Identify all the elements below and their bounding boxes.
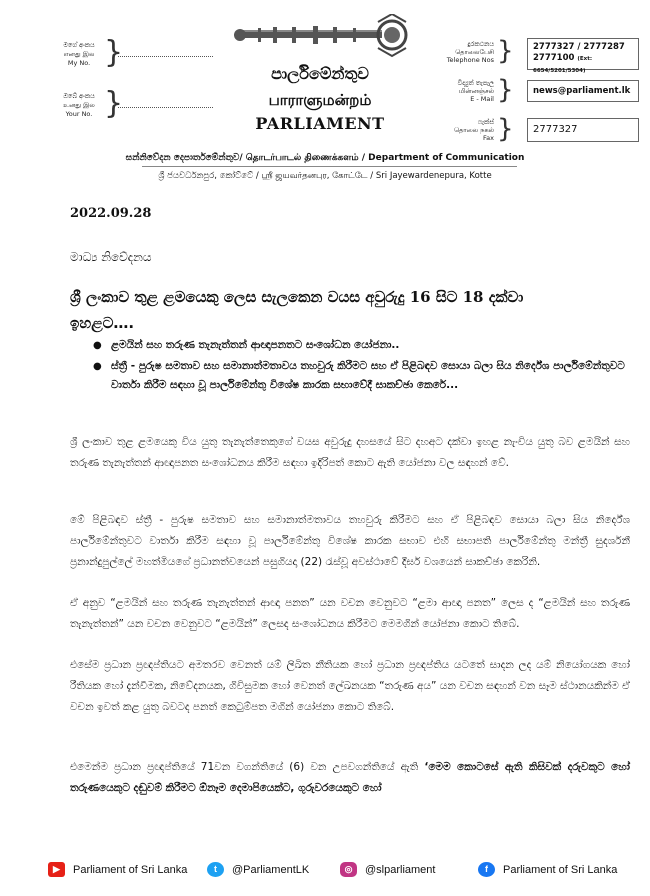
facebook-handle[interactable]: Parliament of Sri Lanka — [503, 863, 618, 876]
email-value[interactable]: news@parliament.lk — [533, 86, 631, 96]
brace-icon: } — [104, 86, 124, 121]
parliament-name-tamil: பாராளுமன்றம் — [268, 91, 372, 109]
fax-value: 2777327 — [533, 124, 578, 135]
bullet-text: ළමයින් සහ තරුණ තැනැත්තන් ආඥාපනතට සංශෝධන යෝජනා.. — [111, 339, 400, 351]
headline-part-b: දක්වා — [483, 288, 524, 306]
parliament-name-english: PARLIAMENT — [255, 114, 385, 133]
address-sep-1: / — [255, 171, 259, 181]
instagram-handle[interactable]: @slparliament — [365, 863, 436, 876]
paragraph-text: එමෙන්ම ප්‍රධාන ප්‍රඥප්තියේ 71වන වගන්තියේ (6) වන උපවගන්තියේ ඇති — [70, 761, 425, 773]
headline — [70, 284, 630, 336]
youtube-icon: ▶ — [48, 862, 65, 877]
facebook-icon: f — [478, 862, 495, 877]
telephone-ext: (Ext: 6654/5201/5304) — [533, 56, 593, 74]
bullet-dot-icon: ● — [93, 361, 102, 372]
brace-icon: } — [497, 75, 514, 105]
headline-number: 16 සිට 18 — [409, 288, 484, 306]
bullet-item — [93, 336, 628, 355]
address-si: ශ්‍රී ජයවර්ධනපුර, කෝට්ටේ — [158, 171, 254, 181]
paragraph: ඒ අනුව “ළමයින් සහ තරුණ තැනැත්තන් ආඥා පනත” යන වචන වෙනුවට “ළමා ආඥා පනත” ලෙස ද “ළමයින් සහ තරුණ තැනැත්තන්” යන වචන වෙනුවට “ළමයින්” ලෙසද සංශෝධනය කිරීමට මෙමගින් යෝජනා කොට තිබේ. — [70, 597, 630, 630]
email-box[interactable] — [527, 80, 639, 102]
fax-label-si: ෆැක්ස් — [477, 118, 494, 126]
department-si: සන්නිවේදන දෙපාර්තමේන්තුව/ — [125, 153, 243, 163]
brace-icon: } — [497, 36, 514, 66]
address-en: Sri Jayewardenepura, Kotte — [375, 171, 492, 181]
bullet-text: ස්ත්‍රී - පුරුෂ සමතාව සහ සමානාත්මතාවය තහවුරු කිරීමට සහ ඒ පිළිබඳව සොයා බලා සිය නිර්දේශ පාර්ලිමේන්තුවට වාර්තා කිරීම සඳහා වූ පාර්ලිමේන්තු විශේෂ කාරක සභාවේදී සාකච්ඡා කෙරේ... — [111, 360, 625, 391]
fax-label-en: Fax — [483, 134, 494, 142]
email-label-ta: மின்னஞ்சல் — [459, 87, 494, 95]
footer — [0, 858, 650, 888]
paragraph-bold-quote: ‘මෙම කොටසේ ඇති කිසිවක් දරුවකුට හෝ තරුණයෙකුට දඬුවම් කිරීමට ඕනෑම දෙමාපියෙක්ට, ගුරුවරයෙකුට හෝ — [70, 761, 630, 794]
paragraph: ශ්‍රී ලංකාව තුළ ළමයෙකු විය යුතු තැනැත්තෙකුගේ වයස අවුරුදු දහසයේ සිට දහඅට දක්වා ඉහළ නැංවිය යුතු බව ළමයින් සහ තරුණ තැනැත්තන් ආඥාපනත සංශෝධනය කිරීම සඳහා ඉදිරිපත් කොට ඇති යෝජනා වල සඳහන් වේ. — [70, 436, 630, 469]
my-no-ta: எனது இல — [63, 50, 95, 58]
your-no-ta: உனது இல — [63, 101, 95, 109]
paragraph-text: එසේම ප්‍රධාන ප්‍රඥප්තියට අමතරව වෙනත් යම් ලිඛිත නීතියක හෝ ප්‍රධාන ප්‍රඥප්තිය යටතේ සාදන ලද යම් නියෝගයක හෝ රීතියක හෝ දැන්වීමක, නිවේදනයක, ගිවිසුමක හෝ වෙනත් ලේඛනයක “තරුණ අය” යන වචන සඳහන් වන සෑම ස්ථානයකින්ම ඒ වචන ඉවත් කළ යුතු බවටද පනත් කෙටුම්පත මගින් යෝජනා කොට තිබේ. — [70, 659, 630, 713]
parliament-name-sinhala: පාර්ලිමේන්තුව — [271, 64, 369, 83]
brace-icon: } — [497, 114, 514, 144]
release-date: 2022.09.28 — [70, 206, 152, 221]
letterhead — [0, 0, 650, 190]
fax-box — [527, 118, 639, 142]
address-line — [60, 171, 590, 182]
twitter-handle[interactable]: @ParliamentLK — [232, 863, 310, 876]
telephone-label-ta: தொலைபேசி — [455, 48, 494, 56]
your-no-line — [118, 107, 213, 108]
paragraph: මේ පිළිබඳව ස්ත්‍රී - පුරුෂ සමතාව සහ සමානාත්මතාවය තහවුරු කිරීමට සහ ඒ පිළිබඳව සොයා බලා සිය නිර්දේශ පාර්ලිමේන්තුවට වාර්තා කිරීම සඳහා වූ පාර්ලිමේන්තු විශේෂ කාරක සභාව එහි සභාපති පාර්ලිමේන්තු මන්ත්‍රී සුදර්ශනී ප්‍රනාන්දුපුල්ලේ මහත්මියගේ ප්‍රධානත්වයෙන් පසුගියදා (22) රැස්වූ අවස්ථාවේ දීර්ඝ වශයෙන් සාකච්ඡා කෙරිනි. — [70, 514, 630, 568]
telephone-value-1: 2777327 / 2777287 — [533, 42, 625, 52]
email-label-si: විද්‍යුත් තැපැල — [457, 79, 494, 87]
headline-line-1 — [70, 284, 630, 310]
media-release-title: මාධ්‍ය නිවේදනය — [70, 250, 152, 264]
department-line — [60, 153, 590, 164]
fax-label — [430, 118, 494, 142]
footer-instagram[interactable] — [340, 862, 435, 877]
bullet-list — [93, 336, 628, 395]
headline-line-2: ඉහළට…. — [70, 314, 135, 332]
department-ta: தொடர்பாடல் திணைக்களம் — [245, 153, 359, 163]
address-ta: ஸ்ரீ ஜயவர்தனபுர, கோட்டே — [261, 171, 368, 181]
telephone-box — [527, 38, 639, 74]
footer-youtube[interactable] — [48, 862, 187, 877]
telephone-label — [430, 40, 494, 64]
fax-label-ta: தொலை நகல் — [453, 126, 494, 134]
brace-icon: } — [104, 35, 124, 70]
my-no-en: My No. — [67, 59, 91, 67]
telephone-label-en: Telephone Nos — [446, 56, 494, 64]
telephone-label-si: දුරකථනය — [467, 40, 494, 48]
parliament-mace-crest-icon — [228, 14, 413, 58]
header-divider — [142, 166, 517, 167]
email-label-en: E - Mail — [470, 95, 494, 103]
paragraph — [70, 757, 630, 799]
my-no-label — [60, 41, 98, 68]
telephone-value-2-number: 2777100 — [533, 53, 575, 63]
department-en: / Department of Communication — [361, 153, 525, 163]
footer-facebook[interactable] — [478, 862, 617, 877]
my-no-line — [118, 56, 213, 57]
my-no-si: මගේ අංකය — [63, 41, 95, 49]
footer-twitter[interactable] — [207, 862, 309, 877]
your-no-si: ඔබේ අංකය — [63, 92, 95, 100]
email-label — [430, 79, 494, 103]
telephone-value-2 — [533, 53, 633, 77]
your-no-label — [60, 92, 98, 119]
bullet-dot-icon: ● — [93, 340, 102, 351]
bullet-item — [93, 357, 628, 395]
address-sep-2: / — [370, 171, 374, 181]
your-no-en: Your No. — [65, 110, 93, 118]
headline-part-a: ශ්‍රී ලංකාව තුළ ළමයෙකු ලෙස සැලකෙන වයස අවුරුදු — [70, 288, 410, 306]
youtube-handle[interactable]: Parliament of Sri Lanka — [73, 863, 188, 876]
paragraph — [70, 655, 630, 718]
twitter-icon: t — [207, 862, 224, 877]
instagram-icon: ◎ — [340, 862, 357, 877]
